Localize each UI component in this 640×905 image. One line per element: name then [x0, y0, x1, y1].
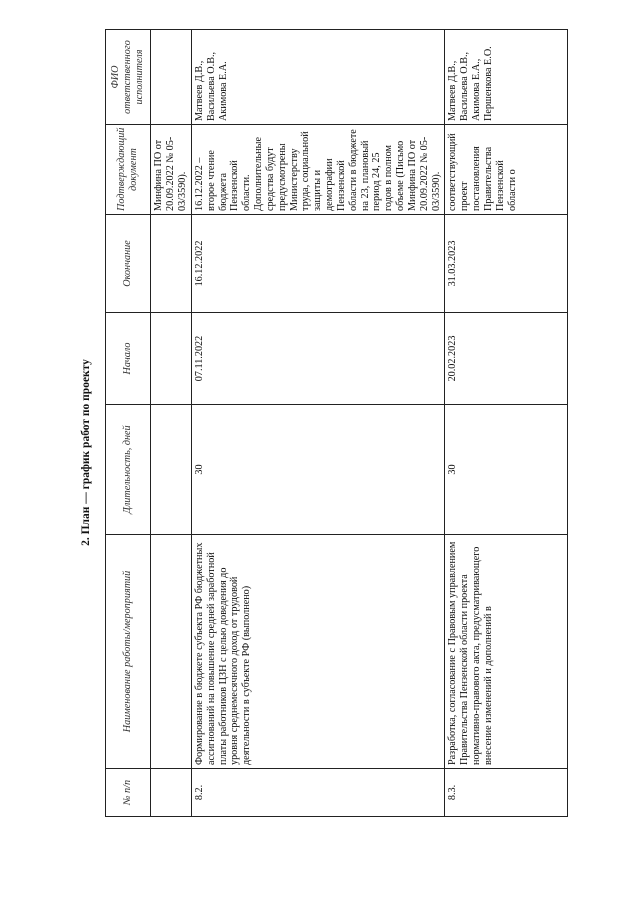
row-num: 8.3. — [445, 769, 568, 817]
header-name: Наименование работы/мероприятий — [106, 535, 151, 769]
row-duration: 30 — [445, 405, 568, 535]
row-document: Минфина ПО от 20.09.2022 № 05-03/3590). — [151, 125, 192, 215]
row-document: 16.12.2022 – второе чтение бюджета Пензенской области. Дополнительные средства будут предусмотрены Министерству труда, социальной защиты и демографии Пензенской области в бюджете на 23, плановый период 24, 25 годов в полном объеме (Письмо Минфина ПО от 20.09.2022 № 05-03/3590). — [192, 125, 445, 215]
row-duration: 30 — [192, 405, 445, 535]
row-responsible: Матвеев Д.В., Васильева О.В., Акимова Е.А., Першенкова Е.О. — [445, 30, 568, 125]
row-document: соответствующий проект постановления Правительства Пензенской области о — [445, 125, 568, 215]
table-row — [192, 30, 445, 817]
row-name — [151, 535, 192, 769]
header-start: Начало — [106, 313, 151, 405]
work-plan-table — [105, 29, 568, 817]
row-responsible — [151, 30, 192, 125]
header-num: № п/п — [106, 769, 151, 817]
row-responsible: Матвеев Д.В., Васильева О.В., Акимова Е.А. — [192, 30, 445, 125]
header-end: Окончание — [106, 215, 151, 313]
row-start: 20.02.2023 — [445, 313, 568, 405]
header-document: Подтверждающий документ — [106, 125, 151, 215]
row-end: 16.12.2022 — [192, 215, 445, 313]
header-duration: Длительность, дней — [106, 405, 151, 535]
table-row — [445, 30, 568, 817]
row-num — [151, 769, 192, 817]
row-name: Формирование в бюджете субъекта РФ бюджетных ассигнований на повышение средней заработной платы работников ЦЗН с целью доведения до уровня среднемесячного доход от трудовой деятельности в субъекте РФ (выполнено) — [192, 535, 445, 769]
table-row — [151, 30, 192, 817]
row-num: 8.2. — [192, 769, 445, 817]
row-start: 07.11.2022 — [192, 313, 445, 405]
page-title: 2. План — график работ по проекту — [80, 359, 92, 546]
row-duration — [151, 405, 192, 535]
header-row — [106, 30, 151, 817]
header-responsible: ФИО ответственного исполнителя — [106, 30, 151, 125]
row-name: Разработка, согласование с Правовым управлением Правительства Пензенской области проекта нормативно-правового акта, предусматривающего внесение изменений и дополнений в — [445, 535, 568, 769]
row-end: 31.03.2023 — [445, 215, 568, 313]
row-end — [151, 215, 192, 313]
row-start — [151, 313, 192, 405]
